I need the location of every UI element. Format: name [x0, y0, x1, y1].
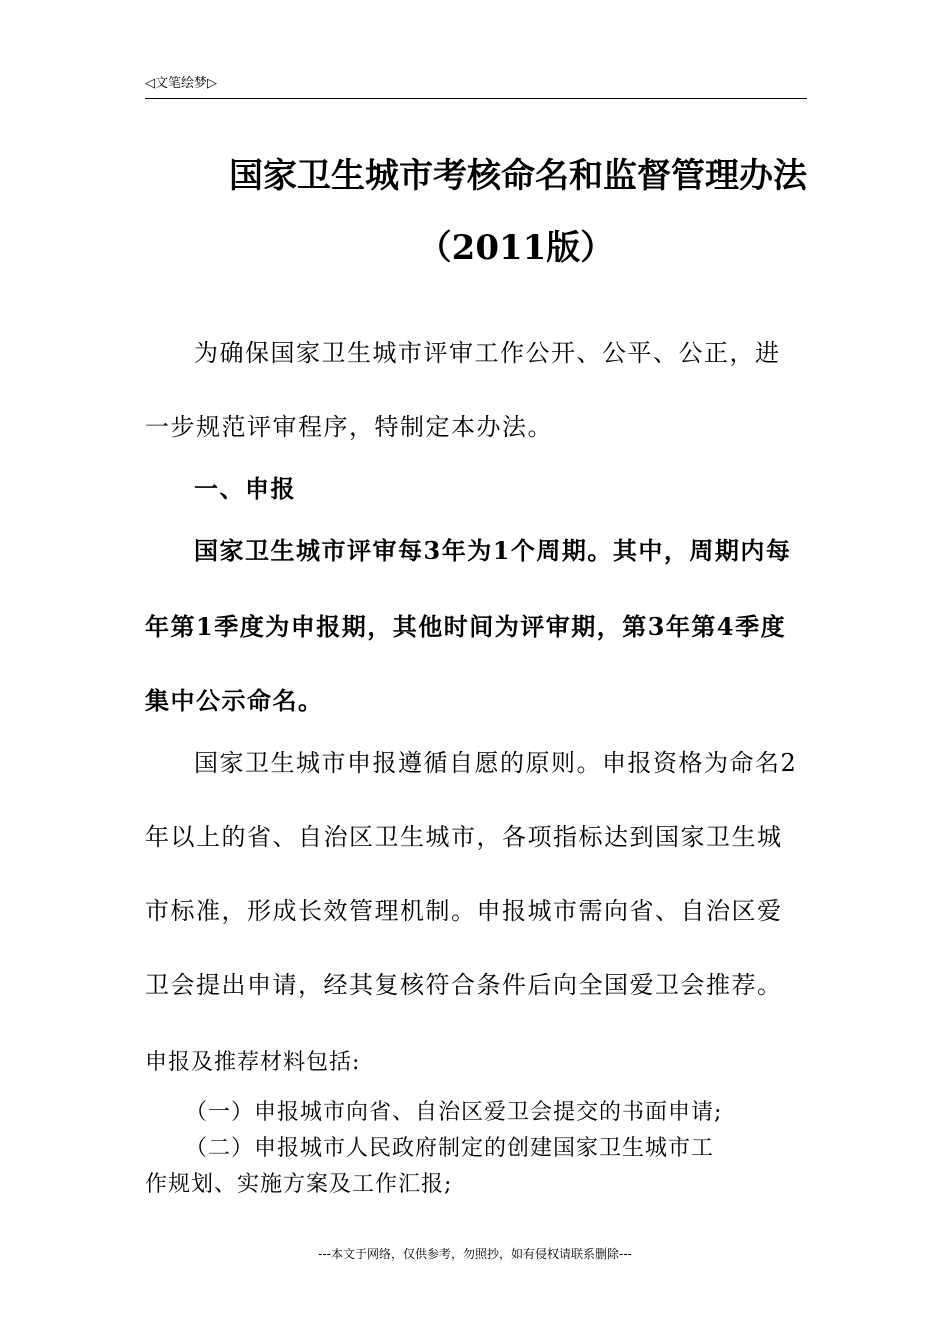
paragraph-line: 国家卫生城市评审每3年为1个周期。其中，周期内每: [194, 536, 792, 565]
paragraph-line: 国家卫生城市申报遵循自愿的原则。申报资格为命名2: [194, 749, 798, 777]
paragraph-line: 市标准，形成长效管理机制。申报城市需向省、自治区爱: [145, 897, 783, 925]
paragraph-line: 申报及推荐材料包括:: [145, 1050, 361, 1075]
paragraph-line: 年以上的省、自治区卫生城市，各项指标达到国家卫生城: [145, 823, 783, 851]
section-heading: 一、申报: [194, 474, 296, 503]
page-footer: ---本文于网络，仅供参考，勿照抄，如有侵权请联系删除---: [318, 1247, 632, 1261]
paragraph-line: 集中公示命名。: [145, 686, 324, 715]
paragraph-line: 年第1季度为申报期，其他时间为评审期，第3年第4季度: [145, 612, 787, 641]
list-item-continuation: 作规划、实施方案及工作汇报;: [145, 1172, 453, 1197]
paragraph-line: 一步规范评审程序，特制定本办法。: [145, 413, 553, 441]
list-item: （一）申报城市向省、自治区爱卫会提交的书面申请;: [185, 1100, 723, 1125]
paragraph-line: 卫会提出申请，经其复核符合条件后向全国爱卫会推荐。: [145, 971, 783, 999]
paragraph-line: 为确保国家卫生城市评审工作公开、公平、公正，进: [194, 339, 781, 367]
list-item: （二）申报城市人民政府制定的创建国家卫生城市工: [185, 1136, 715, 1161]
document-title: 国家卫生城市考核命名和监督管理办法: [229, 156, 807, 196]
page-header: [145, 74, 807, 99]
document-subtitle: （2011版）: [417, 228, 615, 268]
header-text: ◁文笔绘梦▷: [145, 76, 217, 91]
